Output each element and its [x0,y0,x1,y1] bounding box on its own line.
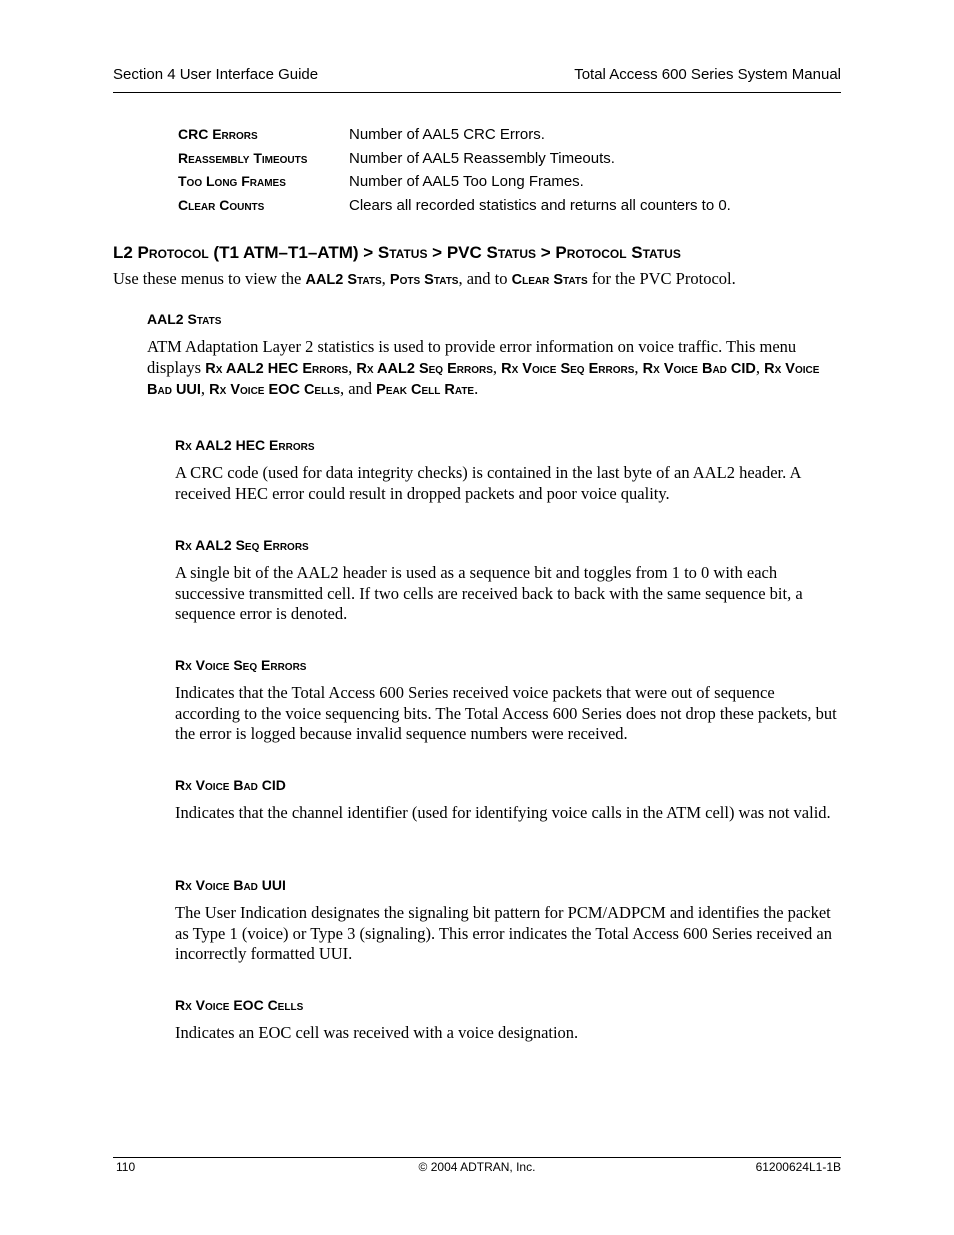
page-number: 110 [116,1160,136,1174]
subsection-body: A CRC code (used for data integrity checks) is contained in the last byte of an AAL2 header. A received HEC error could result in dropped packets and poor voice quality. [175,463,801,503]
definition-term: Too Long Frames [178,173,286,189]
footer-rule [113,1157,841,1158]
definition-desc: Number of AAL5 Too Long Frames. [349,173,584,190]
subsection-heading: Rx Voice Bad CID [175,777,286,793]
copyright: © 2004 ADTRAN, Inc. [418,1160,536,1174]
definition-term: Clear Counts [178,196,265,213]
subsection-body: Indicates that the channel identifier (used for identifying voice calls in the ATM cell) was not valid. [175,803,831,822]
aal2-stats-paragraph: ATM Adaptation Layer 2 statistics is used to provide error information on voice traffic. This menu displays Rx AAL2 HEC Errors, Rx AAL2 Seq Errors, Rx Voice Seq Errors, Rx Voice Bad CID, Rx Voice Bad UUI, Rx Voice EOC Cells, and Peak Cell Rate. [147,337,820,398]
aal2-stats-heading: AAL2 Stats [147,311,222,327]
subsection-body: Indicates an EOC cell was received with a voice designation. [175,1023,579,1042]
header-rule [113,92,841,93]
document-number: 61200624L1-1B [755,1160,841,1174]
subsection-heading: Rx Voice Bad UUI [175,877,286,893]
subsection-heading: Rx Voice Seq Errors [175,657,307,673]
subsection-heading: Rx Voice EOC Cells [175,997,304,1013]
subsection-heading: Rx AAL2 Seq Errors [175,537,309,553]
definition-row [178,197,731,221]
subsection-body: Indicates that the Total Access 600 Series received voice packets that were out of sequence according to the voice sequencing bits. The Total Access 600 Series does not drop these packets, but the error is logged because invalid sequence numbers were received. [175,683,837,743]
definition-row [178,150,731,174]
header-manual-title: Total Access 600 Series System Manual [574,66,841,83]
subsection-heading: Rx AAL2 HEC Errors [175,437,315,453]
definition-desc: Number of AAL5 Reassembly Timeouts. [349,149,615,167]
definition-table [178,126,731,220]
definition-row [178,173,731,197]
subsection-body: A single bit of the AAL2 header is used as a sequence bit and toggles from 1 to 0 with each successive transmitted cell. If two cells are received back to back with the same sequence bit, a sequence error is denoted. [175,563,803,623]
header-section-title: Section 4 User Interface Guide [113,66,319,83]
section-heading: L2 Protocol (T1 ATM–T1–ATM) > Status > PVC Status > Protocol Status [113,243,681,262]
definition-desc: Clears all recorded statistics and returns all counters to 0. [349,196,731,214]
intro-paragraph: Use these menus to view the AAL2 Stats, Pots Stats, and to Clear Stats for the PVC Protocol. [113,269,736,288]
definition-term: CRC Errors [178,126,258,142]
definition-row [178,126,731,150]
definition-term: Reassembly Timeouts [178,149,308,166]
subsection-body: The User Indication designates the signaling bit pattern for PCM/ADPCM and identifies the packet as Type 1 (voice) or Type 3 (signaling). This error indicates the Total Access 600 Series received an incorrectly formatted UUI. [175,903,832,963]
definition-desc: Number of AAL5 CRC Errors. [349,126,545,143]
